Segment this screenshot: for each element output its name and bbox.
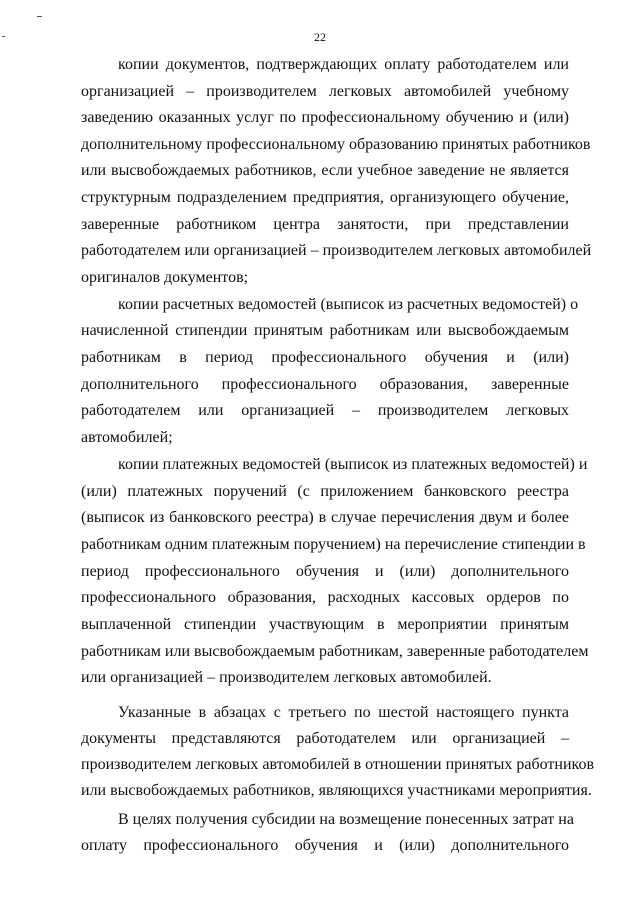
text-line: профессионального образования, расходных кассовых ордеров по [81,589,569,606]
text-line: дополнительного профессионального образования, заверенные [81,376,569,393]
text-line: заверенные работником центра занятости, при представлении [81,216,569,233]
text-line: работодателем или организацией – производителем легковых [81,402,569,419]
text-line: (или) платежных поручений (с приложением банковского реестра [81,483,569,500]
text-line: выплаченной стипендии участвующим в мероприятии принятым [81,616,569,633]
text-line: работникам или высвобождаемым работникам, заверенные работодателем [81,643,589,660]
text-line: период профессионального обучения и (или) дополнительного [81,563,569,580]
text-line: копии платежных ведомостей (выписок из платежных ведомостей) и [118,456,588,473]
text-line: работодателем или организацией – производителем легковых автомобилей [81,242,592,259]
text-line: оплату профессионального обучения и (или) дополнительного [81,837,569,854]
text-line: Указанные в абзацах с третьего по шестой настоящего пункта [118,704,569,721]
text-line: работникам одним платежным поручением) на перечисление стипендии в [81,536,586,553]
text-line: В целях получения субсидии на возмещение понесенных затрат на [118,811,574,828]
text-line: (выписок из банковского реестра) в случае перечисления двум и более [81,509,569,526]
text-line: дополнительному профессиональному образованию принятых работников [81,136,591,153]
text-line: документы представляются работодателем или организацией – [81,730,569,747]
text-line: автомобилей; [81,429,173,446]
text-line: или высвобождаемых работников, являющихся участниками мероприятия. [81,782,592,799]
text-line: или организацией – производителем легковых автомобилей. [81,669,492,686]
text-line: заведению оказанных услуг по профессиональному обучению и (или) [81,109,569,126]
text-line: или высвобождаемых работников, если учебное заведение не является [81,162,569,179]
text-line: структурным подразделением предприятия, организующего обучение, [81,189,569,206]
text-line: организацией – производителем легковых автомобилей учебному [81,83,569,100]
text-line: оригиналов документов; [81,269,249,286]
scan-mark [37,16,42,17]
text-line: копии расчетных ведомостей (выписок из расчетных ведомостей) о [118,296,579,313]
page-number: 22 [314,30,326,44]
text-line: производителем легковых автомобилей в отношении принятых работников [81,756,595,773]
text-line: работникам в период профессионального обучения и (или) [81,349,569,366]
text-line: начисленной стипендии принятым работникам или высвобождаемым [81,322,569,339]
text-line: копии документов, подтверждающих оплату работодателем или [118,56,569,73]
